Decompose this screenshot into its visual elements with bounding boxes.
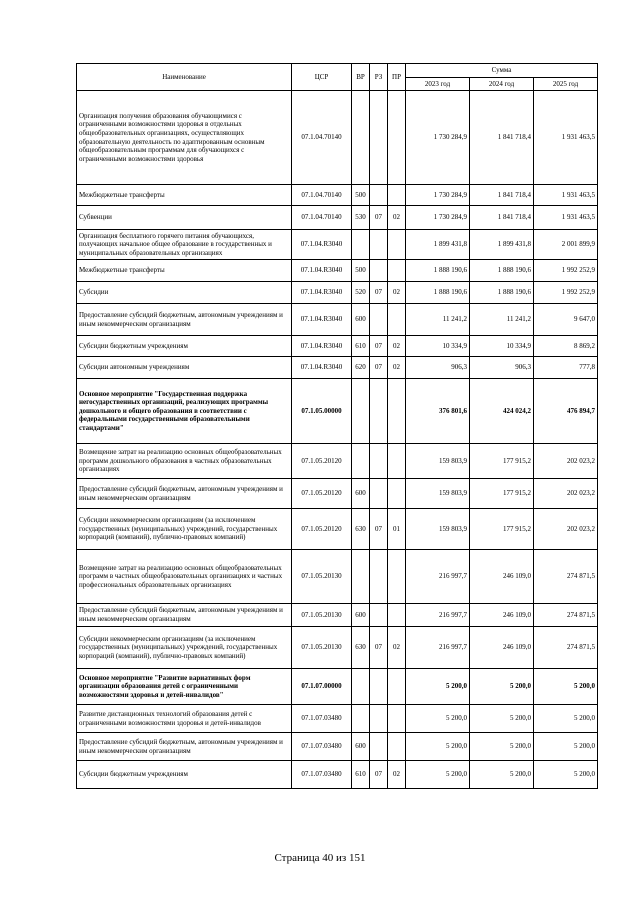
row-pr	[388, 550, 406, 604]
row-amount-2023: 1 888 190,6	[406, 282, 470, 304]
row-pr: 02	[388, 627, 406, 669]
row-name: Предоставление субсидий бюджетным, автономным учреждениям и иным некоммерческим организациям	[77, 604, 292, 627]
row-pr	[388, 185, 406, 206]
row-rz: 07	[370, 282, 388, 304]
row-name: Основное мероприятие "Развитие вариативных форм организации образования детей с ограниченными возможностями здоровья и детей-инвалидов"	[77, 669, 292, 705]
row-amount-2023: 5 200,0	[406, 733, 470, 761]
row-amount-2023: 376 801,6	[406, 379, 470, 444]
row-pr	[388, 379, 406, 444]
row-amount-2024: 177 915,2	[470, 444, 534, 479]
row-amount-2023: 10 334,9	[406, 336, 470, 357]
row-name: Организация получения образования обучающимися с ограниченными возможностями здоровья в отдельных общеобразовательных организациях, осуществляющих образовательную деятельность по адаптированным основным общеобразовательным программам для обучающихся с ограниченными возможностями здоровья	[77, 91, 292, 185]
row-name: Субсидии некоммерческим организациям (за исключением государственных (муниципальных) учреждений, государственных корпораций (компаний), публично-правовых компаний)	[77, 509, 292, 550]
row-rz: 07	[370, 357, 388, 379]
row-rz: 07	[370, 336, 388, 357]
row-rz	[370, 230, 388, 260]
table-row	[77, 282, 598, 304]
row-amount-2025: 1 992 252,9	[534, 282, 598, 304]
row-rz	[370, 379, 388, 444]
row-vr: 600	[352, 479, 370, 509]
row-amount-2024: 177 915,2	[470, 509, 534, 550]
row-vr: 630	[352, 509, 370, 550]
table-row	[77, 669, 598, 705]
row-pr	[388, 604, 406, 627]
row-amount-2024: 1 888 190,6	[470, 260, 534, 282]
row-name: Межбюджетные трансферты	[77, 185, 292, 206]
table-row	[77, 444, 598, 479]
row-amount-2025: 5 200,0	[534, 705, 598, 733]
row-name: Основное мероприятие "Государственная поддержка негосударственных организаций, реализующих программы дошкольного и общего образования в соответствии с федеральными государственными образовательными стандартами"	[77, 379, 292, 444]
row-pr	[388, 705, 406, 733]
row-amount-2025: 476 894,7	[534, 379, 598, 444]
row-name: Предоставление субсидий бюджетным, автономным учреждениям и иным некоммерческим организациям	[77, 733, 292, 761]
row-vr	[352, 669, 370, 705]
row-csr: 07.1.05.20130	[292, 550, 352, 604]
row-rz	[370, 185, 388, 206]
row-vr	[352, 91, 370, 185]
header-name: Наименование	[77, 64, 292, 91]
row-pr	[388, 479, 406, 509]
row-amount-2024: 10 334,9	[470, 336, 534, 357]
row-csr: 07.1.07.00000	[292, 669, 352, 705]
table-row	[77, 260, 598, 282]
row-csr: 07.1.04.70140	[292, 206, 352, 230]
row-amount-2025: 202 023,2	[534, 479, 598, 509]
table-row	[77, 479, 598, 509]
row-vr	[352, 550, 370, 604]
row-amount-2025: 777,8	[534, 357, 598, 379]
row-name: Субсидии некоммерческим организациям (за исключением государственных (муниципальных) учреждений, государственных корпораций (компаний), публично-правовых компаний)	[77, 627, 292, 669]
row-amount-2024: 177 915,2	[470, 479, 534, 509]
row-amount-2024: 1 841 718,4	[470, 185, 534, 206]
table-row	[77, 185, 598, 206]
row-csr: 07.1.04.R3040	[292, 336, 352, 357]
header-vr: ВР	[352, 64, 370, 91]
row-amount-2023: 216 997,7	[406, 627, 470, 669]
row-rz	[370, 669, 388, 705]
row-name: Возмещение затрат на реализацию основных общеобразовательных программ дошкольного образования в частных образовательных организациях	[77, 444, 292, 479]
row-amount-2025: 1 931 463,5	[534, 206, 598, 230]
row-name: Возмещение затрат на реализацию основных общеобразовательных программ в частных общеобразовательных организациях и частных профессиональных образовательных организациях	[77, 550, 292, 604]
row-rz	[370, 304, 388, 336]
row-name: Предоставление субсидий бюджетным, автономным учреждениям и иным некоммерческим организациям	[77, 304, 292, 336]
row-csr: 07.1.05.20130	[292, 627, 352, 669]
row-rz	[370, 444, 388, 479]
row-name: Межбюджетные трансферты	[77, 260, 292, 282]
row-amount-2023: 159 803,9	[406, 509, 470, 550]
header-year-2025: 2025 год	[534, 78, 598, 91]
row-amount-2023: 159 803,9	[406, 479, 470, 509]
row-csr: 07.1.07.03480	[292, 761, 352, 789]
row-name: Субсидии автономным учреждениям	[77, 357, 292, 379]
row-amount-2025: 274 871,5	[534, 627, 598, 669]
table-row	[77, 604, 598, 627]
row-amount-2025: 274 871,5	[534, 550, 598, 604]
row-name: Организация бесплатного горячего питания обучающихся, получающих начальное общее образование в государственных и муниципальных образовательных организациях	[77, 230, 292, 260]
row-name: Субвенции	[77, 206, 292, 230]
row-amount-2023: 216 997,7	[406, 604, 470, 627]
row-rz	[370, 733, 388, 761]
row-csr: 07.1.04.R3040	[292, 230, 352, 260]
row-amount-2023: 5 200,0	[406, 669, 470, 705]
table-row	[77, 550, 598, 604]
row-amount-2025: 9 647,0	[534, 304, 598, 336]
row-amount-2024: 5 200,0	[470, 761, 534, 789]
row-amount-2023: 1 730 284,9	[406, 185, 470, 206]
row-pr	[388, 669, 406, 705]
table-row	[77, 357, 598, 379]
table-row	[77, 336, 598, 357]
header-pr: ПР	[388, 64, 406, 91]
row-vr	[352, 379, 370, 444]
row-vr: 610	[352, 761, 370, 789]
row-rz	[370, 705, 388, 733]
row-rz	[370, 550, 388, 604]
row-amount-2023: 906,3	[406, 357, 470, 379]
row-amount-2024: 1 888 190,6	[470, 282, 534, 304]
row-vr: 530	[352, 206, 370, 230]
row-pr	[388, 260, 406, 282]
row-amount-2023: 1 730 284,9	[406, 91, 470, 185]
table-row	[77, 304, 598, 336]
table-header	[77, 64, 598, 91]
table-row	[77, 379, 598, 444]
row-csr: 07.1.05.20130	[292, 604, 352, 627]
row-csr: 07.1.04.R3040	[292, 260, 352, 282]
row-pr	[388, 304, 406, 336]
row-amount-2024: 1 841 718,4	[470, 206, 534, 230]
table-row	[77, 91, 598, 185]
row-pr	[388, 444, 406, 479]
row-amount-2024: 246 109,0	[470, 550, 534, 604]
row-amount-2024: 246 109,0	[470, 627, 534, 669]
header-year-2024: 2024 год	[470, 78, 534, 91]
row-csr: 07.1.04.70140	[292, 185, 352, 206]
row-amount-2025: 5 200,0	[534, 733, 598, 761]
row-vr: 600	[352, 304, 370, 336]
row-amount-2024: 1 899 431,8	[470, 230, 534, 260]
row-vr	[352, 444, 370, 479]
row-amount-2023: 216 997,7	[406, 550, 470, 604]
row-amount-2024: 5 200,0	[470, 733, 534, 761]
row-pr: 02	[388, 206, 406, 230]
row-amount-2025: 202 023,2	[534, 509, 598, 550]
header-csr: ЦСР	[292, 64, 352, 91]
row-pr: 01	[388, 509, 406, 550]
row-amount-2023: 159 803,9	[406, 444, 470, 479]
table-row	[77, 509, 598, 550]
row-amount-2025: 8 869,2	[534, 336, 598, 357]
row-vr: 600	[352, 604, 370, 627]
row-rz	[370, 91, 388, 185]
row-amount-2023: 5 200,0	[406, 761, 470, 789]
row-amount-2024: 906,3	[470, 357, 534, 379]
row-amount-2025: 1 931 463,5	[534, 185, 598, 206]
row-vr: 500	[352, 260, 370, 282]
row-amount-2024: 424 024,2	[470, 379, 534, 444]
header-year-2023: 2023 год	[406, 78, 470, 91]
table-row	[77, 761, 598, 789]
row-name: Субсидии бюджетным учреждениям	[77, 761, 292, 789]
row-pr	[388, 733, 406, 761]
table-row	[77, 733, 598, 761]
row-vr: 600	[352, 733, 370, 761]
row-rz: 07	[370, 206, 388, 230]
row-csr: 07.1.05.20120	[292, 444, 352, 479]
header-sum: Сумма	[406, 64, 598, 78]
row-amount-2023: 1 888 190,6	[406, 260, 470, 282]
row-amount-2023: 1 730 284,9	[406, 206, 470, 230]
row-name: Развитие дистанционных технологий образования детей с ограниченными возможностями здоровья и детей-инвалидов	[77, 705, 292, 733]
row-vr: 630	[352, 627, 370, 669]
row-pr: 02	[388, 357, 406, 379]
row-vr: 520	[352, 282, 370, 304]
row-amount-2025: 1 992 252,9	[534, 260, 598, 282]
header-rz: РЗ	[370, 64, 388, 91]
row-vr: 620	[352, 357, 370, 379]
row-pr: 02	[388, 336, 406, 357]
row-csr: 07.1.04.70140	[292, 91, 352, 185]
table-row	[77, 230, 598, 260]
row-csr: 07.1.04.R3040	[292, 357, 352, 379]
row-csr: 07.1.04.R3040	[292, 282, 352, 304]
row-name: Субсидии бюджетным учреждениям	[77, 336, 292, 357]
row-vr	[352, 705, 370, 733]
row-csr: 07.1.04.R3040	[292, 304, 352, 336]
row-amount-2024: 246 109,0	[470, 604, 534, 627]
row-rz: 07	[370, 627, 388, 669]
row-csr: 07.1.05.20120	[292, 509, 352, 550]
row-vr	[352, 230, 370, 260]
row-amount-2023: 11 241,2	[406, 304, 470, 336]
row-amount-2025: 5 200,0	[534, 669, 598, 705]
row-pr	[388, 230, 406, 260]
budget-table	[76, 63, 598, 789]
row-rz: 07	[370, 509, 388, 550]
row-vr: 500	[352, 185, 370, 206]
table-row	[77, 206, 598, 230]
table-body	[77, 91, 598, 789]
row-amount-2025: 5 200,0	[534, 761, 598, 789]
row-name: Субсидии	[77, 282, 292, 304]
row-amount-2024: 5 200,0	[470, 705, 534, 733]
row-amount-2025: 202 023,2	[534, 444, 598, 479]
row-rz	[370, 479, 388, 509]
table-row	[77, 705, 598, 733]
page-number: Страница 40 из 151	[274, 852, 366, 864]
row-vr: 610	[352, 336, 370, 357]
row-amount-2023: 1 899 431,8	[406, 230, 470, 260]
row-rz: 07	[370, 761, 388, 789]
row-amount-2025: 274 871,5	[534, 604, 598, 627]
row-amount-2023: 5 200,0	[406, 705, 470, 733]
row-pr	[388, 91, 406, 185]
row-amount-2025: 1 931 463,5	[534, 91, 598, 185]
row-pr: 02	[388, 761, 406, 789]
row-csr: 07.1.07.03480	[292, 705, 352, 733]
row-csr: 07.1.05.20120	[292, 479, 352, 509]
row-csr: 07.1.07.03480	[292, 733, 352, 761]
row-pr: 02	[388, 282, 406, 304]
row-amount-2024: 5 200,0	[470, 669, 534, 705]
row-csr: 07.1.05.00000	[292, 379, 352, 444]
row-amount-2024: 1 841 718,4	[470, 91, 534, 185]
row-name: Предоставление субсидий бюджетным, автономным учреждениям и иным некоммерческим организациям	[77, 479, 292, 509]
row-rz	[370, 260, 388, 282]
row-rz	[370, 604, 388, 627]
table-row	[77, 627, 598, 669]
row-amount-2024: 11 241,2	[470, 304, 534, 336]
row-amount-2025: 2 001 899,9	[534, 230, 598, 260]
